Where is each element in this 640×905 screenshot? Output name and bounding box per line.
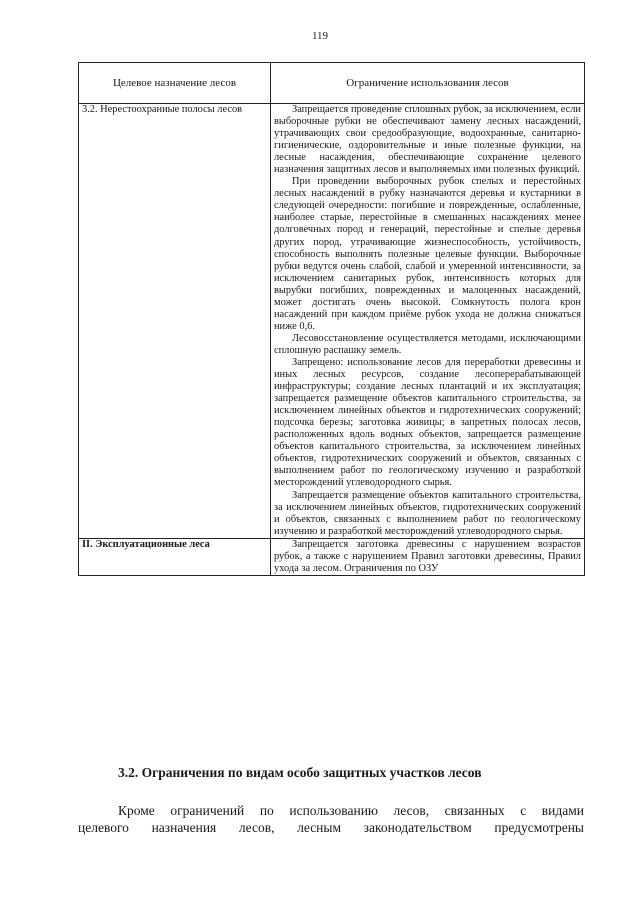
row-restrictions — [271, 538, 585, 575]
body-line: Кроме ограничений по использованию лесов, связанных с видами — [118, 803, 584, 818]
section-heading: 3.2. Ограничения по видам особо защитных участков лесов — [118, 765, 482, 780]
table-row — [79, 104, 585, 539]
header-restriction: Ограничение использования лесов — [271, 63, 585, 104]
table-row — [79, 538, 585, 575]
row-restrictions — [271, 104, 585, 539]
table-header-row — [79, 63, 585, 104]
page-number: 119 — [311, 30, 329, 42]
restriction-paragraph: Лесовосстановление осуществляется методами, исключающими сплошную распашку земель. — [274, 332, 581, 356]
restriction-paragraph: Запрещено: использование лесов для переработки древесины и иных лесных ресурсов, создание лесоперерабатывающей инфраструктуры; создание лесных плантаций и их эксплуатация; запрещается размещение объектов капитального строительства, за исключением линейных объектов и гидротехнических сооружений; подсочка березы; заготовка живицы; в запретных полосах лесов, расположенных вдоль водных объектов, запрещается размещение объектов капитального строительства, за исключением линейных объектов, гидротехнических сооружений и объектов, связанных с выполнением работ по геологическому изучению и разработкой месторождений углеводородного сырья. — [274, 356, 581, 489]
restriction-paragraph: Запрещается заготовка древесины с нарушением возрастов рубок, а также с нарушением Правил заготовки древесины, Правил ухода за лесом. Ограничения по ОЗУ — [274, 538, 581, 574]
body-line: целевого назначения лесов, лесным законодательством предусмотрены — [78, 820, 584, 835]
body-paragraph — [78, 802, 584, 836]
restriction-paragraph: Запрещается проведение сплошных рубок, за исключением, если выборочные рубки не обеспечивают замену лесных насаждений, утрачивающих свои средообразующие, водоохранные, санитарно-гигиенические, оздоровительные и иные полезные функции, на лесные насаждения, обеспечивающие сохранение целевого назначения защитных лесов и выполняемых ими полезных функций. — [274, 104, 581, 176]
restriction-paragraph: Запрещается размещение объектов капитального строительства, за исключением линейных объектов, гидротехнических сооружений и объектов, связанных с выполнением работ по геологическому изучению и разработкой месторождений углеводородного сырья. — [274, 489, 581, 537]
restrictions-table — [78, 62, 585, 576]
row-category: 3.2. Нерестоохраниые полосы лесов — [79, 104, 271, 539]
row-category: II. Эксплуатационные леса — [79, 538, 271, 575]
header-purpose: Целевое назначение лесов — [79, 63, 271, 104]
restriction-paragraph: При проведении выборочных рубок спелых и перестойных лесных насаждений в рубку назначаются деревья и кустарники в следующей очередности: погибшие и поврежденные, ослабленные, наиболее старые, перестойные в смешанных насаждениях менее долговечных пород и генераций, перестойные и спелые деревья других пород, утрачивающие жизнеспособность, устойчивость, способность выполнять полезные целевые функции. Выборочные рубки ведутся очень слабой, слабой и умеренной интенсивности, за исключением санитарных рубок, интенсивность которых для вырубки погибших, поврежденных и малоценных насаждений, может достигать очень высокой. Сомкнутость полога крон насаждений при каждом приёме рубок ухода не должна снижаться ниже 0,6. — [274, 176, 581, 332]
